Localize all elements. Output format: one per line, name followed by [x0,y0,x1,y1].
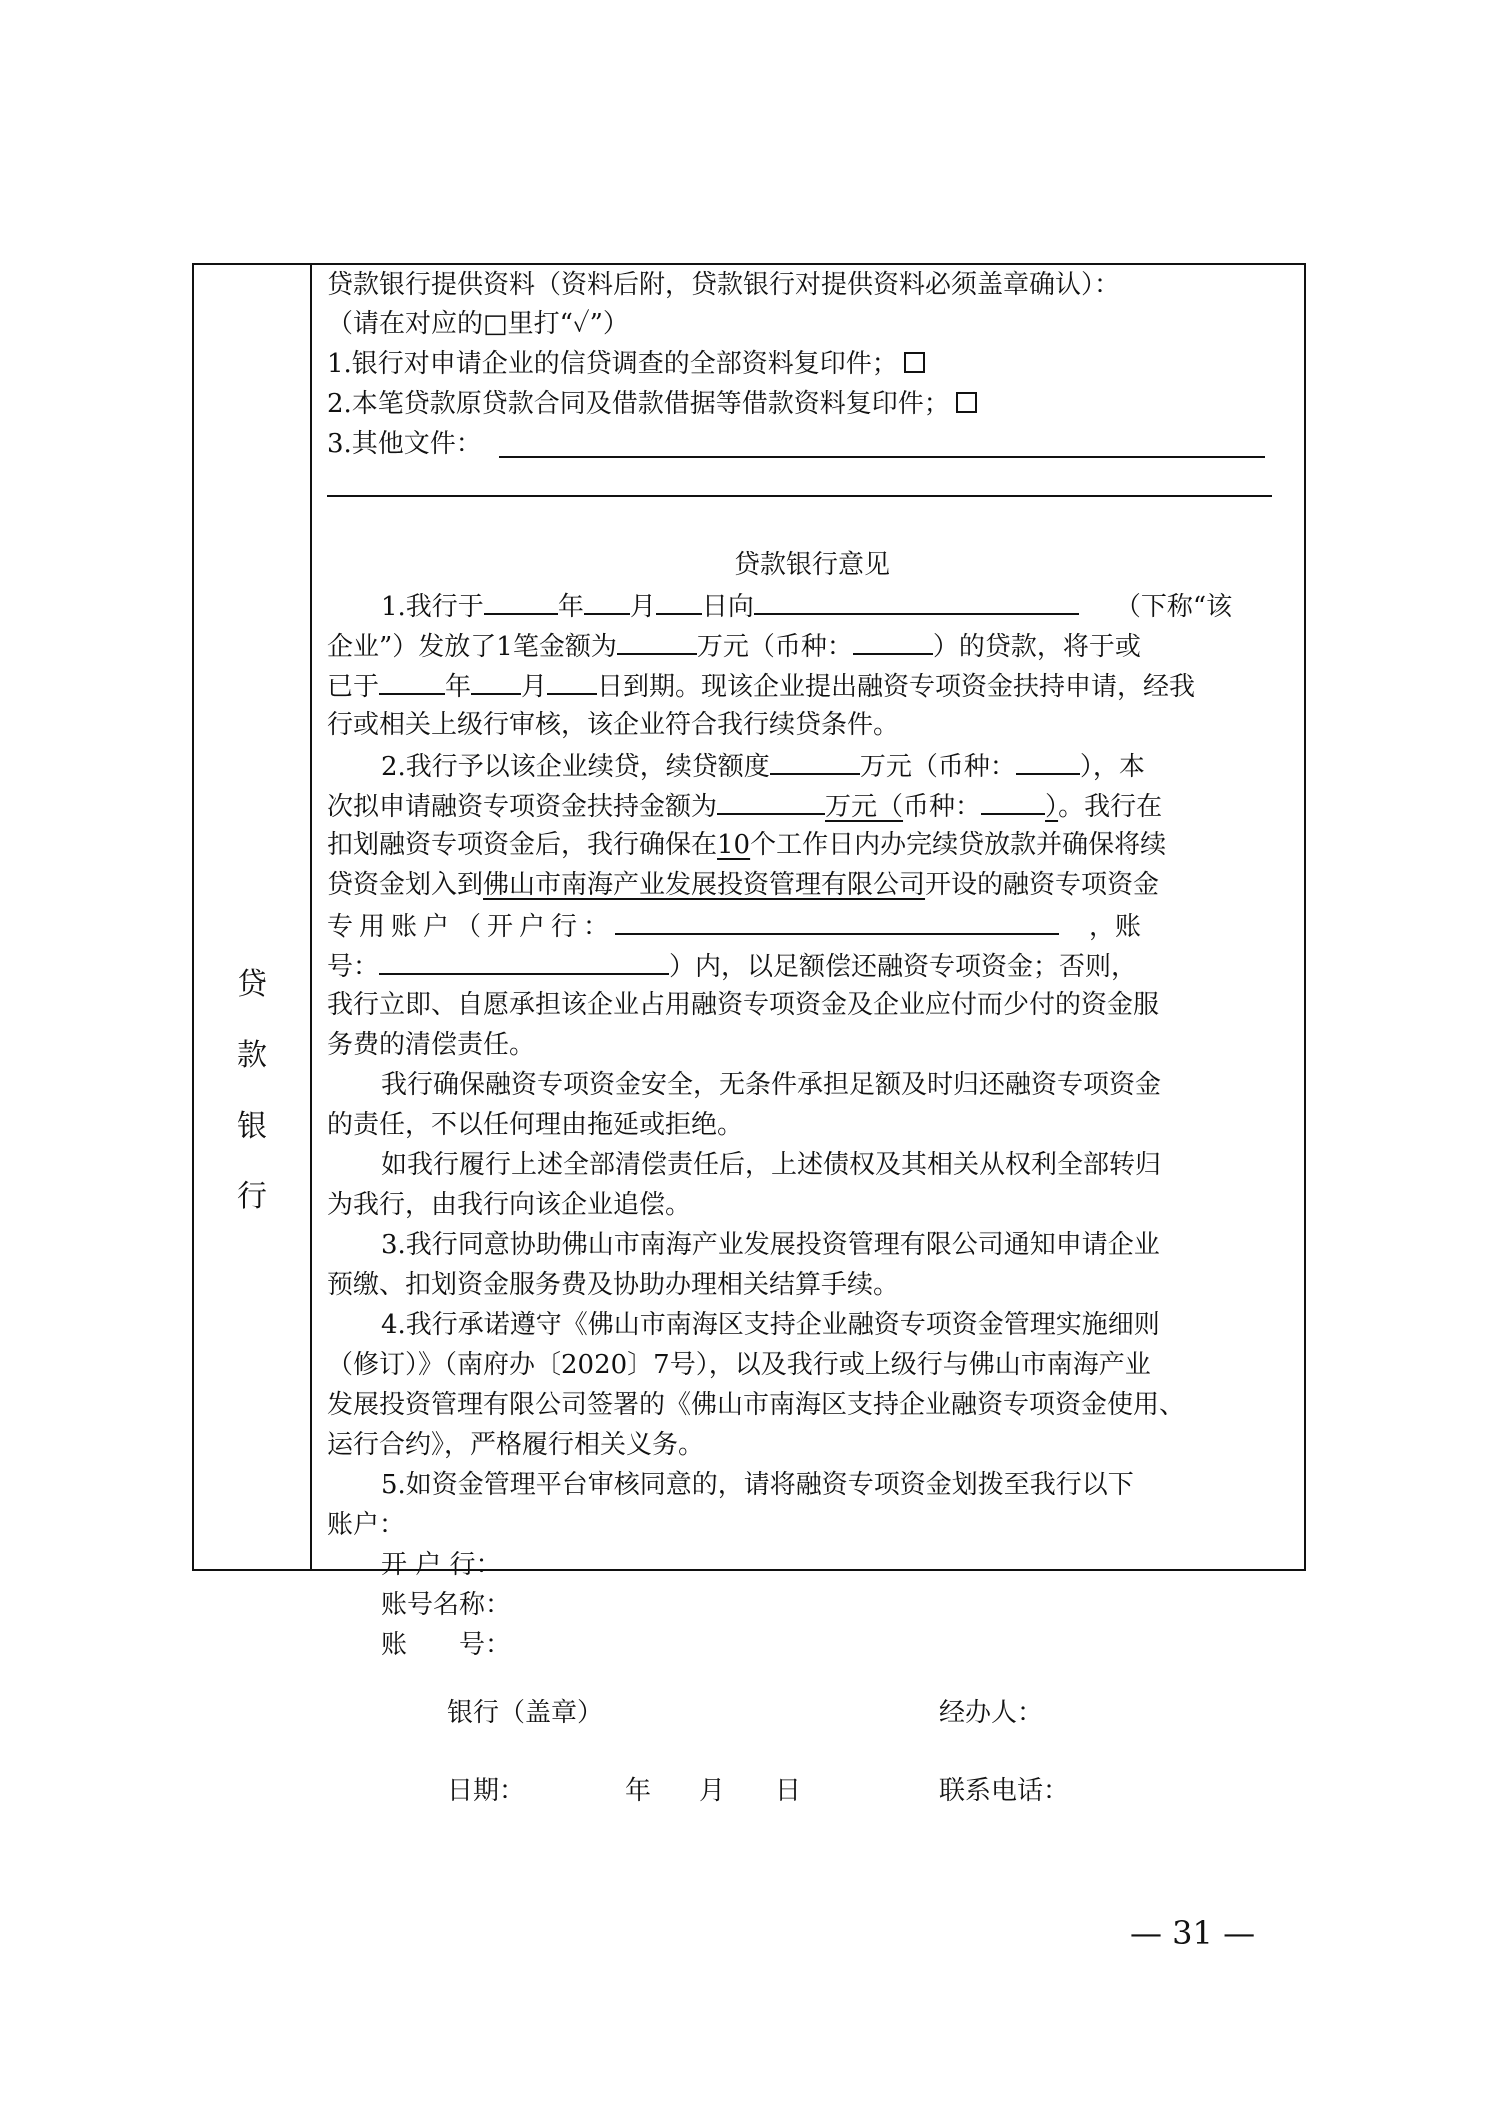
opinion-p6-line-4: 运行合约》，严格履行相关义务。 [327,1430,705,1460]
handler-label: 经办人： [939,1698,1044,1728]
blank-support-currency[interactable] [981,787,1045,815]
date-day-label: 日 [775,1776,802,1806]
opinion-p2-line-5 [327,907,1141,945]
opinion-p6-line-3: 发展投资管理有限公司签署的《佛山市南海区支持企业融资专项资金使用、 [327,1390,1186,1420]
text: 币种： [903,792,982,822]
text: 日到期。现该企业提出融资专项资金扶持申请，经我 [597,672,1196,702]
opinion-p1-line-1 [381,587,1232,625]
side-label-char-1: 贷 [237,967,267,1002]
opinion-p2-line-7: 我行立即、自愿承担该企业占用融资专项资金及企业应付而少付的资金服 [327,990,1160,1020]
text: 10 [717,830,751,860]
text: 2.我行予以该企业续贷，续贷额度 [381,752,770,782]
materials-header: 贷款银行提供资料（资料后附，贷款银行对提供资料必须盖章确认）： [327,270,1121,300]
text: 专用账户（开户行： [327,912,616,942]
opinion-p1-line-3 [327,667,1195,705]
text: 1.我行于 [381,592,484,622]
text: 月 [521,672,548,702]
text: 万元（币种： [696,632,853,662]
opinion-p6-line-2: （修订）》（南府办〔2020〕7号），以及我行或上级行与佛山市南海产业 [327,1350,1151,1380]
opinion-p5-line-1: 3.我行同意协助佛山市南海产业发展投资管理有限公司通知申请企业 [381,1230,1160,1260]
account-name-label: 账号名称： [381,1590,512,1620]
opinion-p5-line-2: 预缴、扣划资金服务费及协助办理相关结算手续。 [327,1270,900,1300]
checkbox-item-1[interactable] [904,352,925,373]
blank-month[interactable] [584,587,630,615]
text: ）的贷款，将于或 [932,632,1141,662]
date-year-label: 年 [625,1776,652,1806]
date-month-label: 月 [699,1776,726,1806]
text: 已于 [327,672,380,702]
blank-special-account-number[interactable] [379,947,669,975]
opinion-p4-line-2: 为我行，由我行向该企业追偿。 [327,1190,692,1220]
checkbox-item-2[interactable] [956,392,977,413]
blank-year[interactable] [484,587,558,615]
materials-item-2-label: 2.本笔贷款原贷款合同及借款借据等借款资料复印件； [327,389,950,419]
text: 个工作日内办完续贷放款并确保将续 [750,830,1167,860]
opinion-p2-line-6 [327,947,1137,985]
page-number: — 31 — [1130,1914,1256,1952]
text: 年 [557,592,584,622]
text: 贷资金划入到 [327,870,484,900]
blank-amount[interactable] [617,627,697,655]
blank-renewal-amount[interactable] [770,747,860,775]
side-label-char-4: 行 [237,1179,267,1214]
opinion-p1-line-2 [327,627,1141,665]
opinion-p6-line-1: 4.我行承诺遵守《佛山市南海区支持企业融资专项资金管理实施细则 [381,1310,1160,1340]
blank-special-account-bank[interactable] [615,907,1059,935]
opinion-p2-line-8: 务费的清偿责任。 [327,1030,536,1060]
blank-currency[interactable] [853,627,933,655]
opinion-p7-line-1: 5.如资金管理平台审核同意的，请将融资专项资金划拨至我行以下 [381,1470,1134,1500]
text: 企业”）发放了1笔金额为 [327,632,617,662]
blank-renewal-currency[interactable] [1016,747,1080,775]
text: 次拟申请融资专项资金扶持金额为 [327,792,718,822]
blank-company[interactable] [754,587,1079,615]
opinion-p2-line-4 [327,867,1159,903]
materials-item-3-label: 3.其他文件： [327,429,482,459]
other-files-line-1[interactable] [499,456,1265,458]
blank-due-day[interactable] [547,667,597,695]
materials-item-1 [327,346,925,382]
bank-seal-label: 银行（盖章） [447,1698,604,1728]
account-number-label: 账 号： [381,1630,512,1660]
column-divider [310,265,312,1569]
text: ） [1045,792,1059,822]
opinion-p1-line-4: 行或相关上级行审核，该企业符合我行续贷条件。 [327,710,900,740]
opinion-p3-line-1: 我行确保融资专项资金安全，无条件承担足额及时归还融资专项资金 [381,1070,1162,1100]
blank-day[interactable] [656,587,702,615]
text: 月 [629,592,656,622]
materials-item-2 [327,386,977,422]
blank-support-amount[interactable] [717,787,825,815]
opinion-p7-line-2: 账户： [327,1510,406,1540]
text: 开设的融资专项资金 [925,870,1160,900]
account-bank-label: 开 户 行： [381,1550,502,1580]
text: 年 [445,672,472,702]
text: 扣划融资专项资金后，我行确保在 [327,830,718,860]
blank-due-month[interactable] [471,667,521,695]
side-label-char-2: 款 [237,1038,267,1073]
bank-opinion-table [192,263,1306,1806]
phone-label: 联系电话： [939,1776,1070,1806]
opinion-p2-line-1 [381,747,1145,785]
text: 日向 [701,592,754,622]
text: 。我行在 [1058,792,1163,822]
side-label-char-3: 银 [237,1109,267,1144]
text: ，账 [1089,912,1142,942]
blank-due-year[interactable] [379,667,445,695]
opinion-title: 贷款银行意见 [733,550,890,580]
opinion-p2-line-2 [327,787,1162,825]
opinion-p4-line-1: 如我行履行上述全部清偿责任后，上述债权及其相关从权利全部转归 [381,1150,1162,1180]
other-files-line-2[interactable] [327,495,1272,497]
text: ）内，以足额偿还融资专项资金；否则， [669,952,1138,982]
opinion-p2-line-3 [327,827,1166,863]
text: 佛山市南海产业发展投资管理有限公司 [483,870,926,900]
materials-item-1-label: 1.银行对申请企业的信贷调查的全部资料复印件； [327,349,898,379]
opinion-p3-line-2: 的责任，不以任何理由拖延或拒绝。 [327,1110,744,1140]
date-label: 日期： [447,1776,526,1806]
text: 万元（币种： [859,752,1016,782]
text: ），本 [1079,752,1145,782]
materials-instruction: （请在对应的□里打“✓”） [327,309,629,339]
text: 号： [327,952,380,982]
text: 万元（ [825,792,904,822]
text: （下称“该 [1114,592,1233,622]
